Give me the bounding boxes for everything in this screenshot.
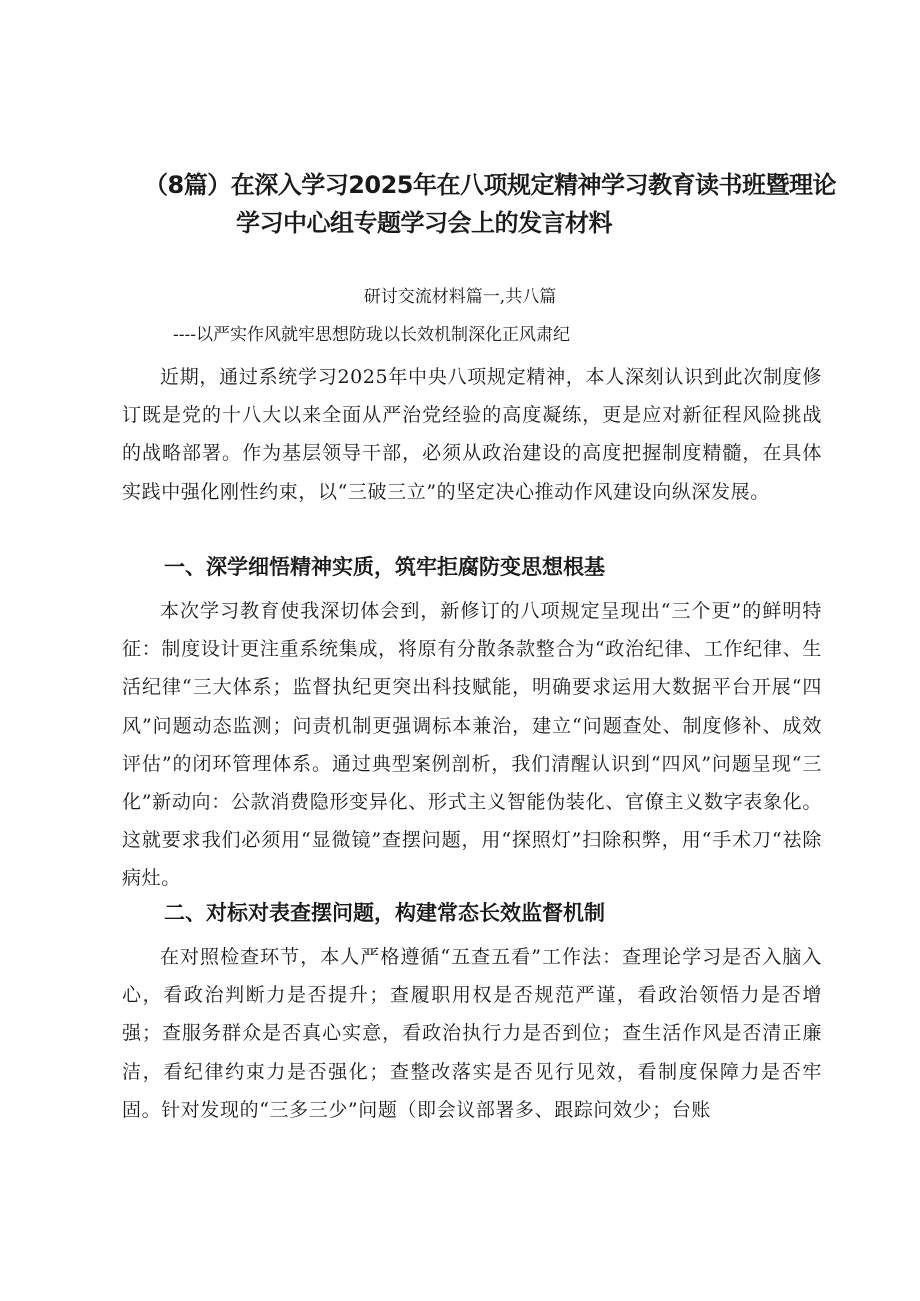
document-subtitle-theme: ----以严实作风就牢思想防珑以长效机制深化正风肃纪	[173, 325, 570, 345]
document-title-line-2: 学习中心组专题学习会上的发言材料	[236, 209, 612, 237]
section-heading-2: 二、对标对表查摆问题，构建常态长效监督机制	[164, 901, 605, 925]
document-title-line-1: （8篇）在深入学习2025年在八项规定精神学习教育读书班暨理论	[144, 171, 836, 199]
section-heading-1: 一、深学细悟精神实质，筑牢拒腐防变思想根基	[164, 555, 605, 579]
paragraph-section-1: 本次学习教育使我深切体会到，新修订的八项规定呈现出“三个更”的鲜明特征：制度设计更注重系统集成，将原有分散条款整合为“政治纪律、工作纪律、生活纪律“三大体系；监督执纪更突出科技赋能，明确要求运用大数据平台开展“四风”问题动态监测；问责机制更强调标本兼治，建立“问题查处、制度修补、成效评估”的闭环管理体系。通过典型案例剖析，我们清醒认识到“四风”问题呈现“三化”新动向：公款消费隐形变异化、形式主义智能伪装化、官僚主义数字表象化。这就要求我们必须用“显微镜”查摆问题，用“探照灯”扫除积弊，用“手术刀“祛除病灶。	[122, 600, 822, 890]
document-subtitle: 研讨交流材料篇一,共八篇	[363, 287, 557, 307]
paragraph-section-2: 在对照检查环节，本人严格遵循“五查五看”工作法：查理论学习是否入脑入心，看政治判断力是否提升；查履职用权是否规范严谨，看政治领悟力是否增强；查服务群众是否真心实意，看政治执行力是否到位；查生活作风是否清正廉洁，看纪律约束力是否强化；查整改落实是否见行见效，看制度保障力是否牢固。针对发现的“三多三少”问题（即会议部署多、跟踪问效少；台账	[122, 946, 822, 1121]
paragraph-intro: 近期，通过系统学习2025年中央八项规定精神，本人深刻认识到此次制度修订既是党的十八大以来全面从严治党经验的高度凝练，更是应对新征程风险挑战的战略部署。作为基层领导干部，必须从政治建设的高度把握制度精髓，在具体实践中强化刚性约束，以“三破三立”的坚定决心推动作风建设向纵深发展。	[122, 366, 822, 503]
